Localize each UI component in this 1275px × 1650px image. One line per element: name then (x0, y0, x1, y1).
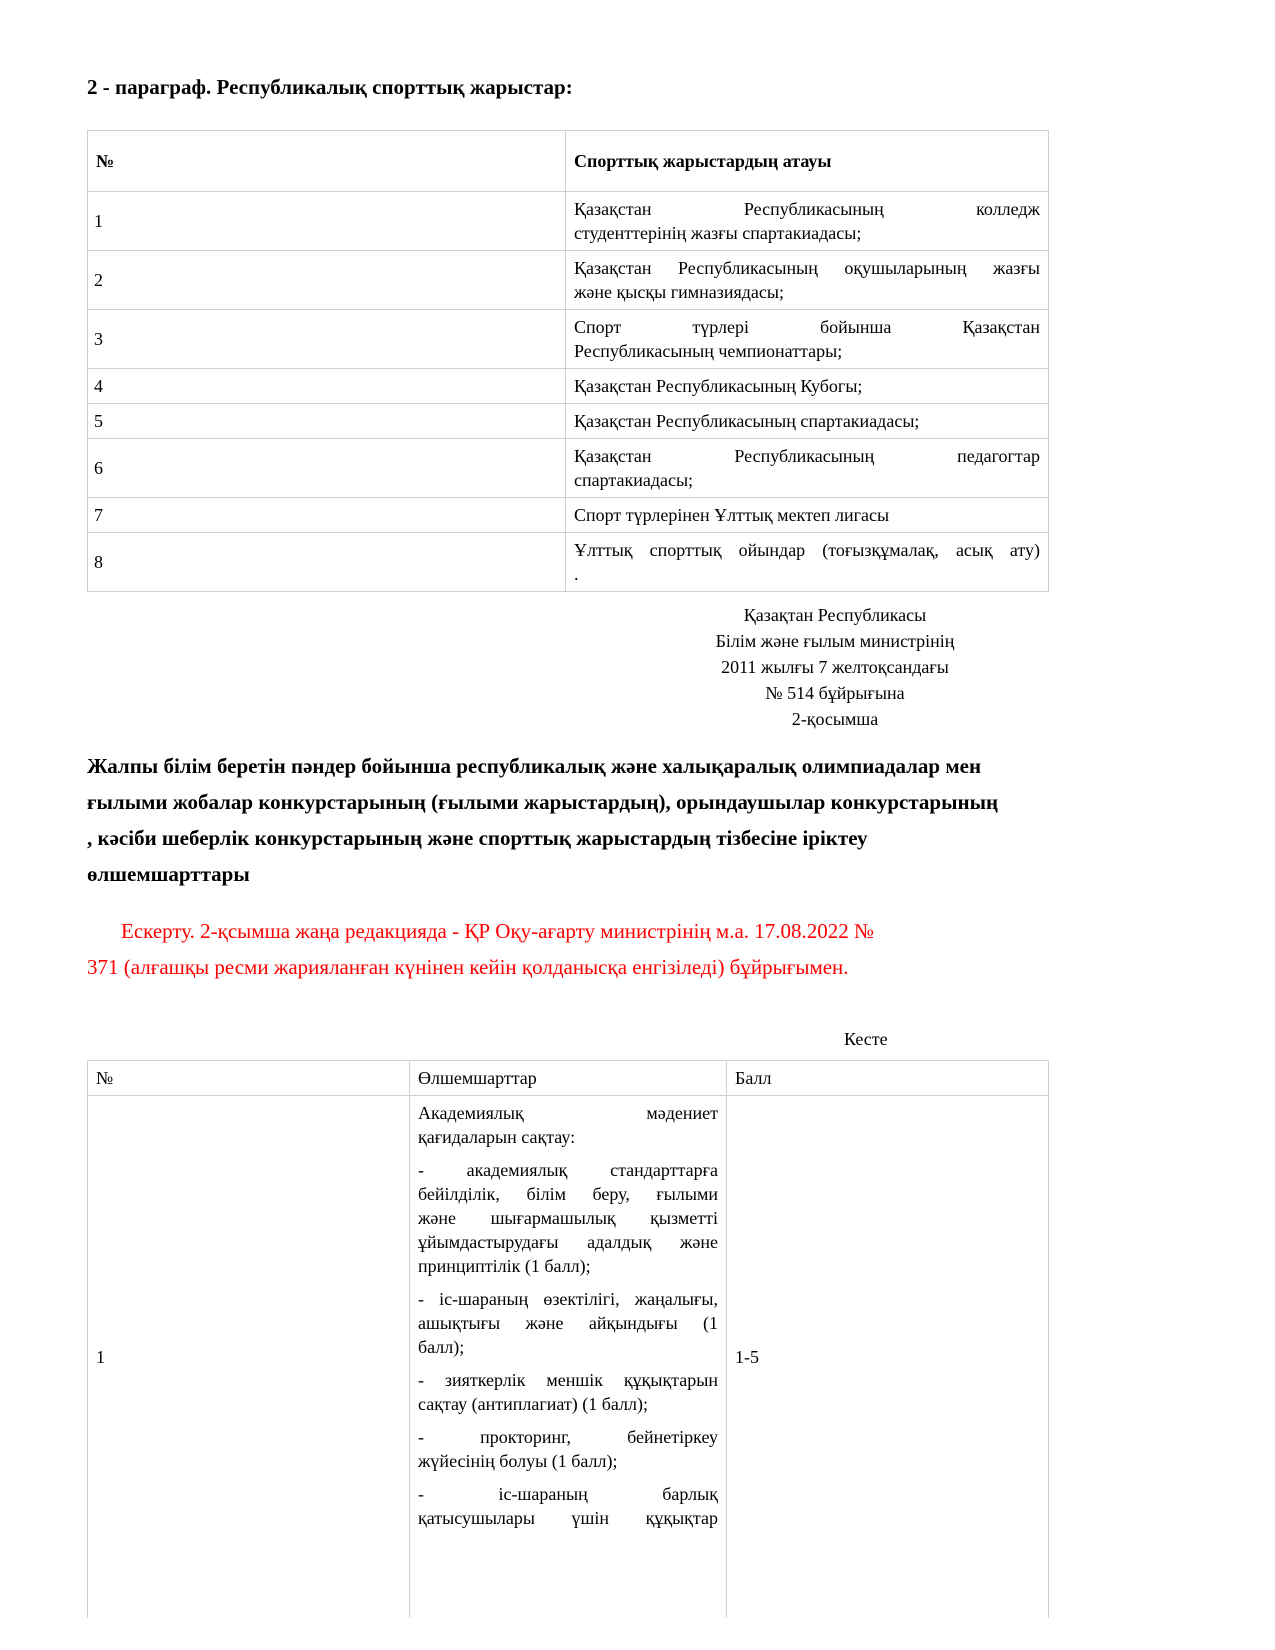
table-header-row (88, 1061, 1049, 1096)
competition-name-cell: Қазақстан Республикасының оқушыларының жазғы және қысқы гимназиядасы; (566, 251, 1049, 310)
criteria-paragraph: - зияткерлік меншік құқықтарын сақтау (антиплагиат) (1 балл); (418, 1370, 718, 1414)
criteria-cell (410, 1096, 727, 1619)
criteria-paragraph: - іс-шараның барлық қатысушылары үшін құқықтар (418, 1484, 718, 1528)
row-number: 4 (88, 369, 566, 404)
appendix-line: № 514 бұйрығына (765, 683, 905, 703)
table-row (88, 404, 1049, 439)
table-row (88, 498, 1049, 533)
sport-competitions-table (87, 130, 1049, 592)
amendment-note: Ескерту. 2-қсымша жаңа редакцияда - ҚР Оқу-ағарту министрінің м.а. 17.08.2022 № 371 (алғашқы ресми жарияланған күнінен кейін қолданысқа енгізіледі) бұйрығымен. (87, 919, 875, 979)
table-row (88, 251, 1049, 310)
row-number: 3 (88, 310, 566, 369)
table-row (88, 439, 1049, 498)
table-row (88, 310, 1049, 369)
criteria-title-paragraph: Жалпы білім беретін пәндер бойынша республикалық және халықаралық олимпиадалар мен ғылыми жобалар конкурстарының (ғылыми жарыстардың), орындаушылар конкурстарының , кәсіби шеберлік конкурстарының және спорттық жарыстардың тізбесіне іріктеу өлшемшарттары (87, 754, 999, 886)
header-cell-competition-name: Спорттық жарыстардың атауы (566, 131, 1049, 192)
competition-name-cell: Ұлттық спорттық ойындар (тоғызқұмалақ, асық ату) . (566, 533, 1049, 592)
criteria-paragraph: - іс-шараның өзектілігі, жаңалығы, ашықтығы және айқындығы (1 балл); (418, 1289, 718, 1357)
competition-name-cell: Қазақстан Республикасының колледж студенттерінің жазғы спартакиадасы; (566, 192, 1049, 251)
table-row (88, 192, 1049, 251)
criteria-paragraph: - академиялық стандарттарға бейілділік, білім беру, ғылыми және шығармашылық қызметті ұйымдастырудағы адалдық және принциптілік (1 балл); (418, 1160, 718, 1276)
appendix-reference-block (610, 602, 1060, 732)
row-number: 1 (88, 192, 566, 251)
appendix-line: Білім және ғылым министрінің (715, 631, 955, 651)
table-caption: Кесте (844, 1029, 888, 1049)
table-row (88, 369, 1049, 404)
row-number: 1 (88, 1096, 410, 1619)
competition-name-cell: Қазақстан Республикасының Кубогы; (566, 369, 1049, 404)
competition-name-cell: Қазақстан Республикасының спартакиадасы; (566, 404, 1049, 439)
header-cell-number: № (88, 131, 566, 192)
table-row (88, 533, 1049, 592)
table-header-row (88, 131, 1049, 192)
appendix-line: 2011 жылғы 7 желтоқсандағы (721, 657, 949, 677)
header-cell-number: № (88, 1061, 410, 1096)
row-number: 2 (88, 251, 566, 310)
criteria-table (87, 1060, 1049, 1618)
header-cell-criteria: Өлшемшарттар (410, 1061, 727, 1096)
competition-name-cell: Спорт түрлерінен Ұлттық мектеп лигасы (566, 498, 1049, 533)
row-number: 8 (88, 533, 566, 592)
row-number: 5 (88, 404, 566, 439)
criteria-paragraph: Академиялық мәдениет қағидаларын сақтау: (418, 1103, 718, 1147)
row-number: 6 (88, 439, 566, 498)
row-number: 7 (88, 498, 566, 533)
appendix-line: 2-қосымша (791, 709, 879, 729)
criteria-paragraph: - прокторинг, бейнетіркеу жүйесінің болуы (1 балл); (418, 1427, 718, 1471)
appendix-line: Қазақтан Республикасы (743, 605, 927, 625)
section-heading: 2 - параграф. Республикалық спорттық жарыстар: (87, 75, 573, 99)
header-cell-score: Балл (727, 1061, 1049, 1096)
competition-name-cell: Қазақстан Республикасының педагогтар спартакиадасы; (566, 439, 1049, 498)
competition-name-cell: Спорт түрлері бойынша Қазақстан Республикасының чемпионаттары; (566, 310, 1049, 369)
table-row (88, 1096, 1049, 1619)
score-cell: 1-5 (727, 1096, 1049, 1619)
